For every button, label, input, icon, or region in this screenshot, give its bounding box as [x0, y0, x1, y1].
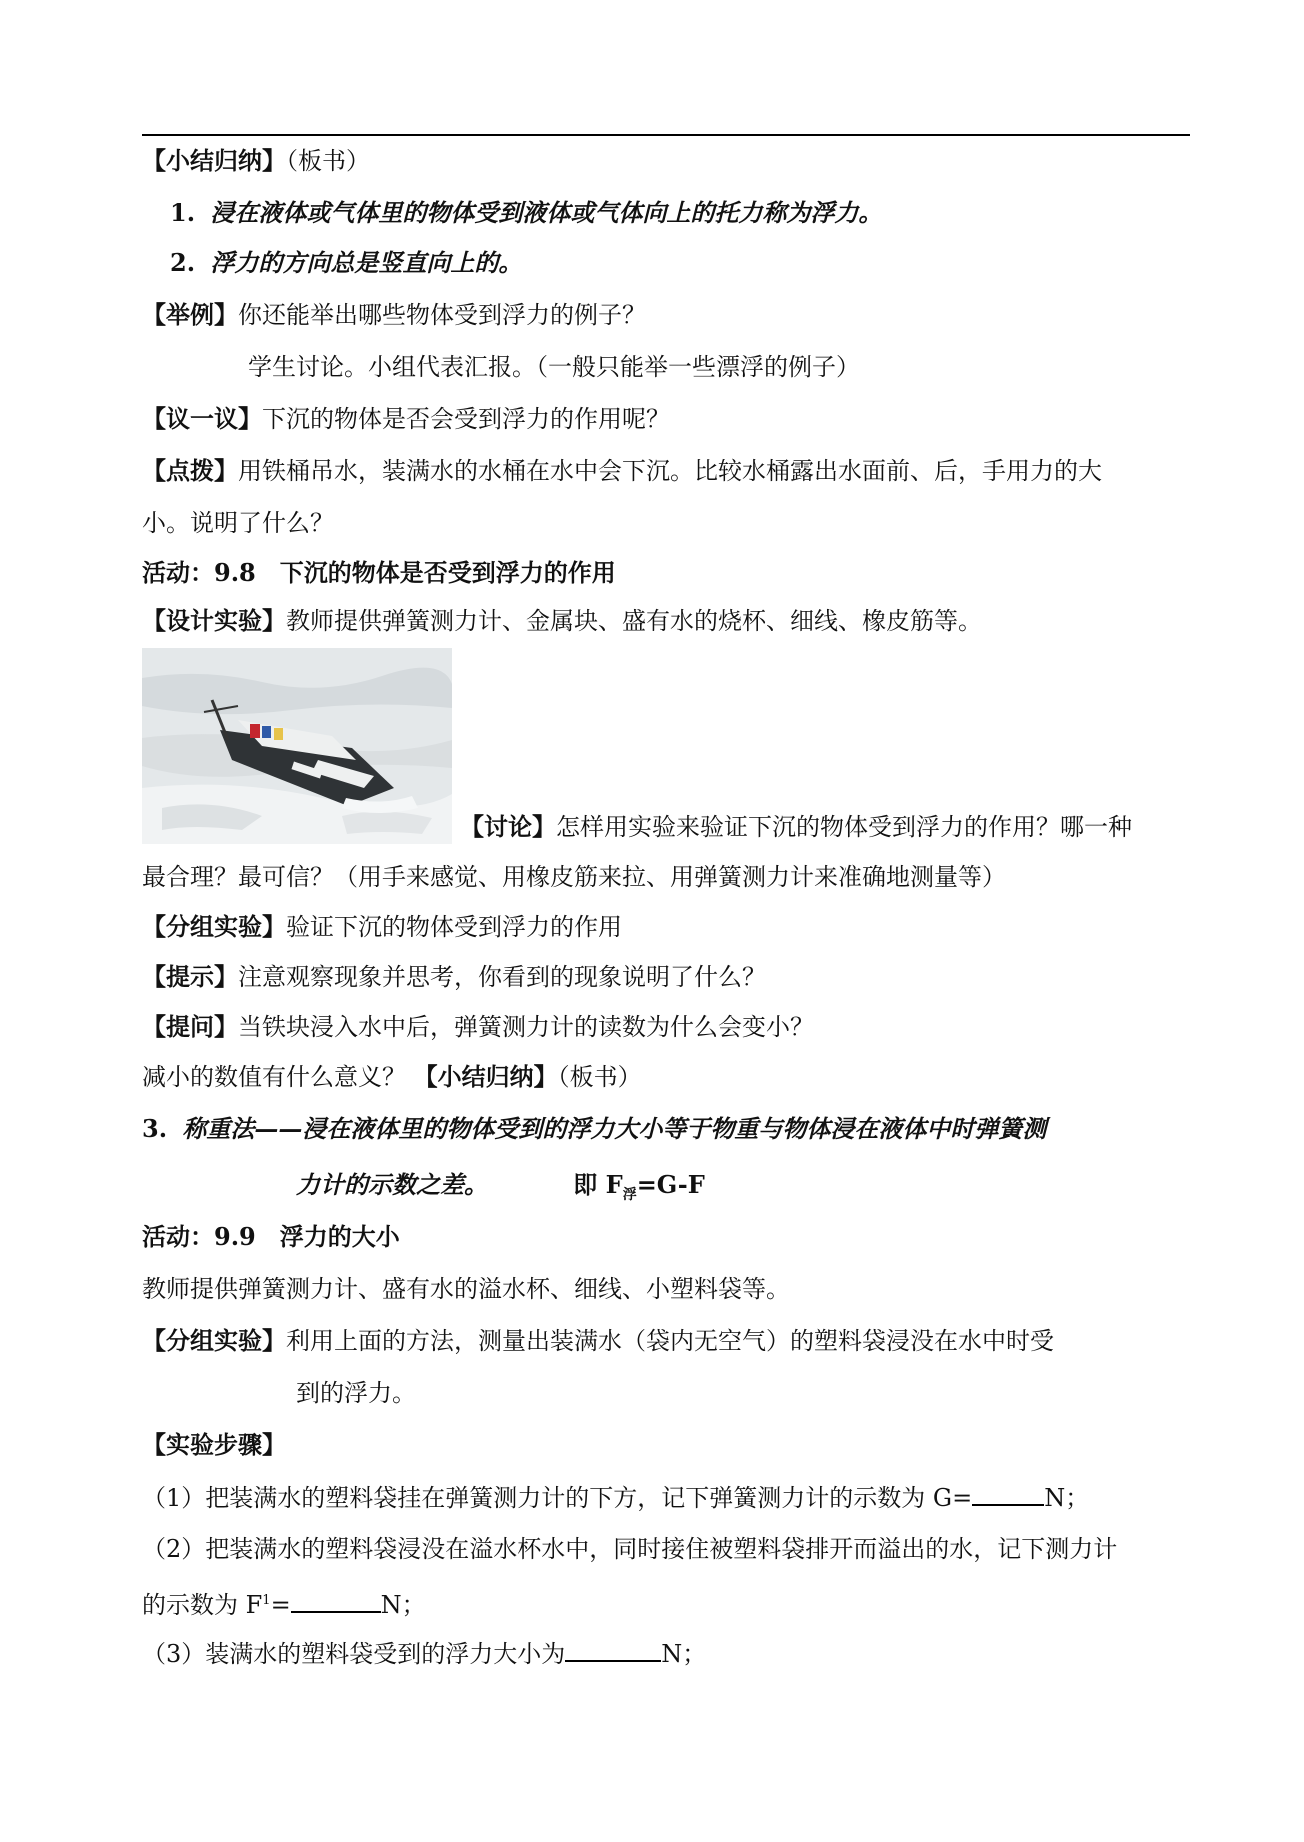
group-experiment-1: 【分组实验】验证下沉的物体受到浮力的作用 [142, 912, 622, 941]
activity-9-8-title: 活动：9.8 下沉的物体是否受到浮力的作用 [142, 558, 616, 587]
answer-blank-g[interactable] [972, 1480, 1044, 1506]
summary-heading: 【小结归纳】（板书） [142, 146, 370, 175]
conclusion-3-cont: 力计的示数之差。 即 $F_浮=G-F$ [296, 1170, 705, 1203]
materials-paragraph: 教师提供弹簧测力计、盛有水的溢水杯、细线、小塑料袋等。 [142, 1275, 790, 1303]
conclusion-3: 3. 称重法——浸在液体里的物体受到的浮力大小等于物重与物体浸在液体中时弹簧测 [142, 1114, 1047, 1143]
hint-paragraph-cont: 小。说明了什么？ [142, 509, 334, 537]
header-rule [142, 134, 1190, 136]
sinking-ship-photo [142, 648, 452, 844]
tip-paragraph: 【提示】注意观察现象并思考，你看到的现象说明了什么？ [142, 962, 766, 991]
conclusion-2: 2. 浮力的方向总是竖直向上的。 [170, 248, 523, 277]
group-experiment-2: 【分组实验】利用上面的方法，测量出装满水（袋内无空气）的塑料袋浸没在水中时受 [142, 1326, 1054, 1355]
experiment-steps-heading: 【实验步骤】 [142, 1430, 286, 1459]
question-paragraph: 【提问】当铁块浸入水中后，弹簧测力计的读数为什么会变小？ [142, 1012, 814, 1041]
step-2-cont: 的示数为 $F^1= N$； [142, 1584, 426, 1622]
hint-paragraph: 【点拨】用铁桶吊水，装满水的水桶在水中会下沉。比较水桶露出水面前、后，手用力的大 [142, 456, 1102, 485]
question-paragraph-cont: 减小的数值有什么意义？ 【小结归纳】（板书） [142, 1062, 642, 1091]
buoyancy-formula: 即 $F_浮=G-F$ [573, 1170, 705, 1203]
answer-blank-f[interactable] [291, 1587, 381, 1613]
example-question: 【举例】你还能举出哪些物体受到浮力的例子？ [142, 300, 646, 329]
group-experiment-2-cont: 到的浮力。 [296, 1379, 416, 1407]
answer-blank-buoyancy[interactable] [565, 1636, 661, 1662]
discuss-question: 【议一议】下沉的物体是否会受到浮力的作用呢？ [142, 404, 670, 433]
step-3: （3）装满水的塑料袋受到的浮力大小为 N； [142, 1636, 706, 1671]
sinking-ship-illustration [142, 648, 452, 844]
discussion-paragraph: 【讨论】怎样用实验来验证下沉的物体受到浮力的作用？哪一种 [460, 812, 1132, 841]
activity-9-9-title: 活动：9.9 浮力的大小 [142, 1222, 400, 1251]
conclusion-1: 1. 浸在液体或气体里的物体受到液体或气体向上的托力称为浮力。 [170, 198, 883, 227]
design-experiment: 【设计实验】教师提供弹簧测力计、金属块、盛有水的烧杯、细线、橡皮筋等。 [142, 606, 982, 635]
discussion-paragraph-cont: 最合理？最可信？（用手来感觉、用橡皮筋来拉、用弹簧测力计来准确地测量等） [142, 863, 1006, 891]
example-discussion: 学生讨论。小组代表汇报。（一般只能举一些漂浮的例子） [248, 353, 860, 381]
step-1: （1）把装满水的塑料袋挂在弹簧测力计的下方，记下弹簧测力计的示数为 G= N； [142, 1480, 1089, 1515]
step-2: （2）把装满水的塑料袋浸没在溢水杯水中，同时接住被塑料袋排开而溢出的水，记下测力计 [142, 1535, 1118, 1563]
